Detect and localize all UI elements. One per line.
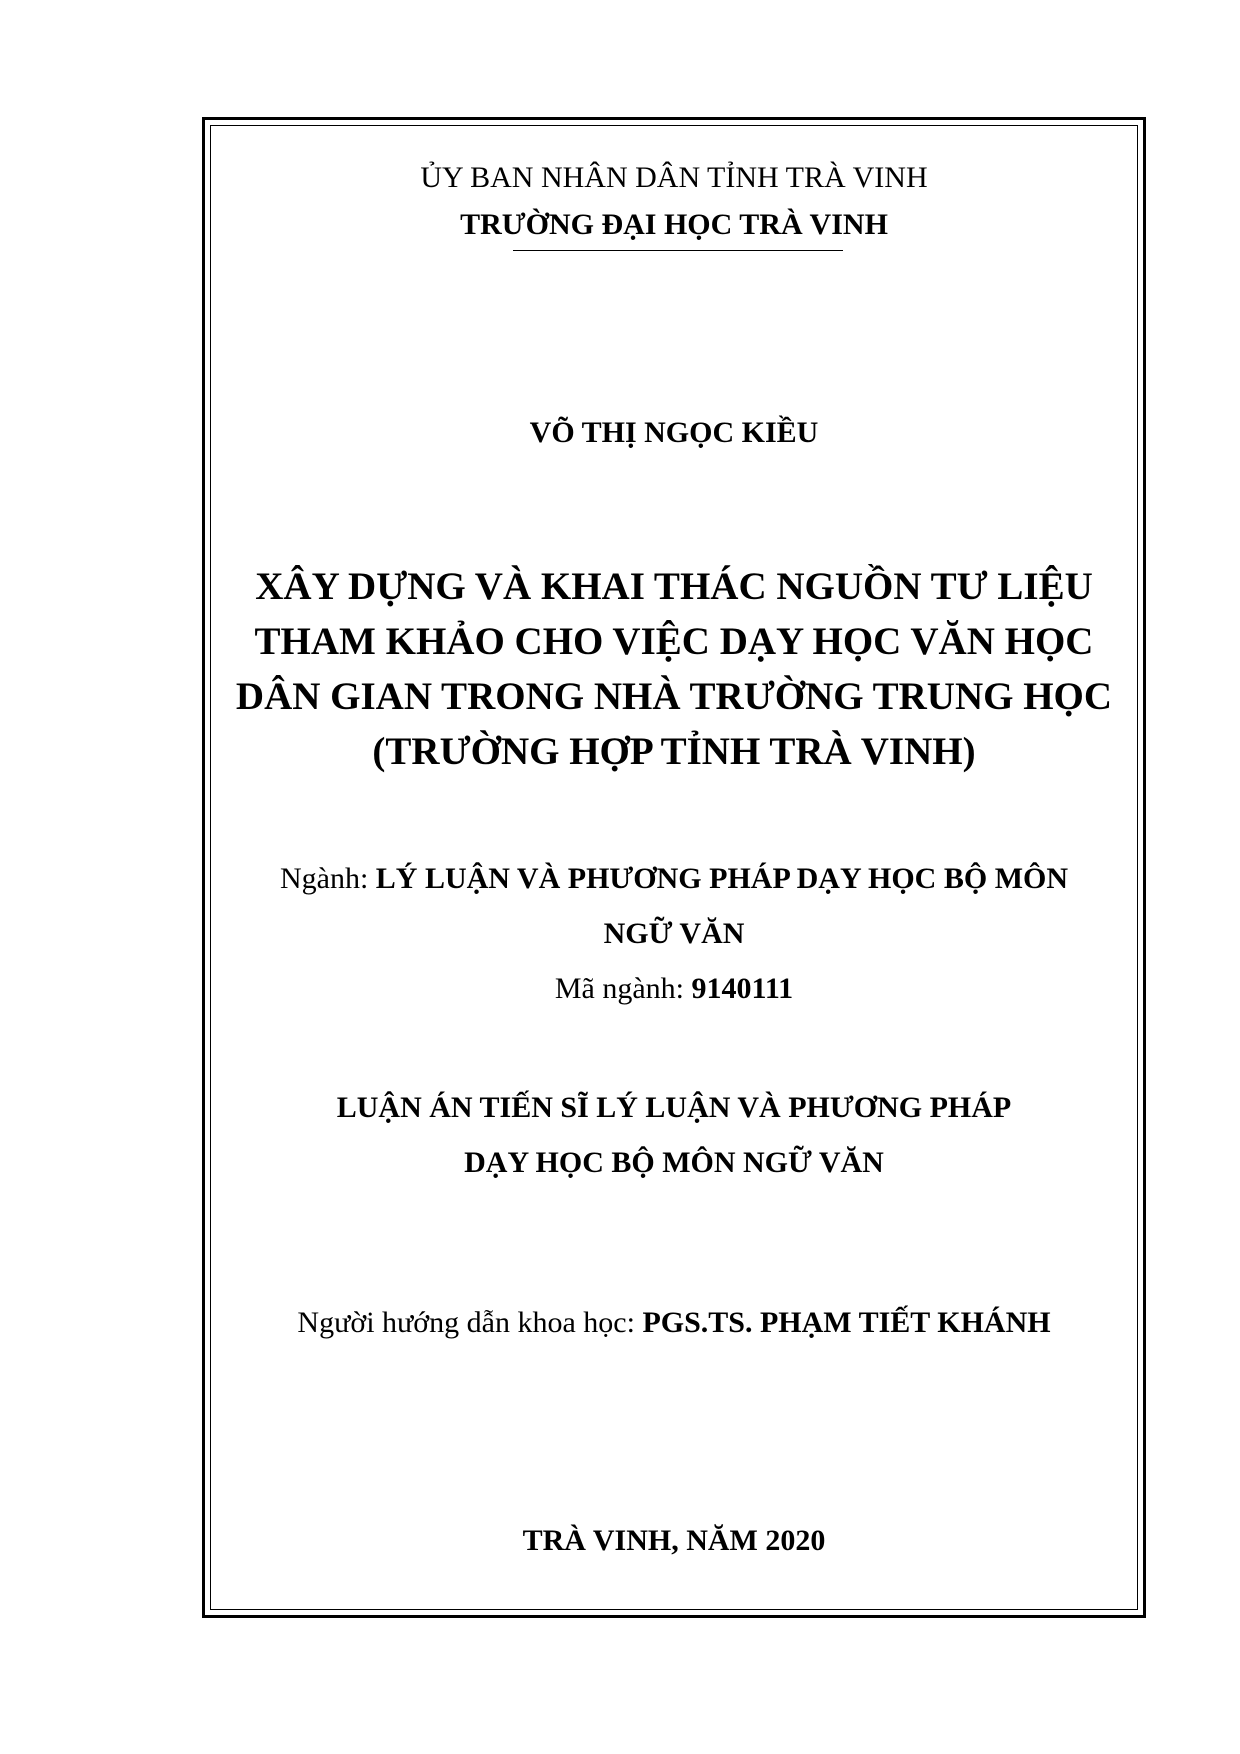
author-name: VÕ THỊ NGỌC KIỀU (529, 416, 819, 449)
major-code (202, 971, 1146, 1007)
major-value-line-2: NGỮ VĂN (603, 917, 745, 950)
supervisor (202, 1305, 1146, 1341)
major-value: LÝ LUẬN VÀ PHƯƠNG PHÁP DẠY HỌC BỘ MÔN (375, 862, 1069, 895)
major-line-1 (202, 861, 1146, 897)
major-code-value: 9140111 (691, 972, 794, 1005)
committee-name: ỦY BAN NHÂN DÂN TỈNH TRÀ VINH (420, 161, 928, 194)
supervisor-value: PGS.TS. PHẠM TIẾT KHÁNH (642, 1306, 1051, 1339)
major-code-label: Mã ngành: (554, 972, 692, 1005)
university-underline (513, 250, 843, 251)
thesis-type-line-1: LUẬN ÁN TIẾN SĨ LÝ LUẬN VÀ PHƯƠNG PHÁP (336, 1091, 1012, 1124)
thesis-title-line-2: THAM KHẢO CHO VIỆC DẠY HỌC VĂN HỌC (254, 620, 1094, 663)
major-label: Ngành: (279, 862, 376, 895)
thesis-title-line-1: XÂY DỰNG VÀ KHAI THÁC NGUỒN TƯ LIỆU (255, 565, 1093, 608)
thesis-title-line-3: DÂN GIAN TRONG NHÀ TRƯỜNG TRUNG HỌC (235, 675, 1113, 718)
thesis-title-line-4: (TRƯỜNG HỢP TỈNH TRÀ VINH) (372, 730, 976, 773)
thesis-type-line-2: DẠY HỌC BỘ MÔN NGỮ VĂN (464, 1146, 884, 1179)
place-and-year: TRÀ VINH, NĂM 2020 (522, 1524, 826, 1557)
supervisor-label: Người hướng dẫn khoa học: (297, 1306, 643, 1339)
university-name: TRƯỜNG ĐẠI HỌC TRÀ VINH (460, 208, 888, 241)
